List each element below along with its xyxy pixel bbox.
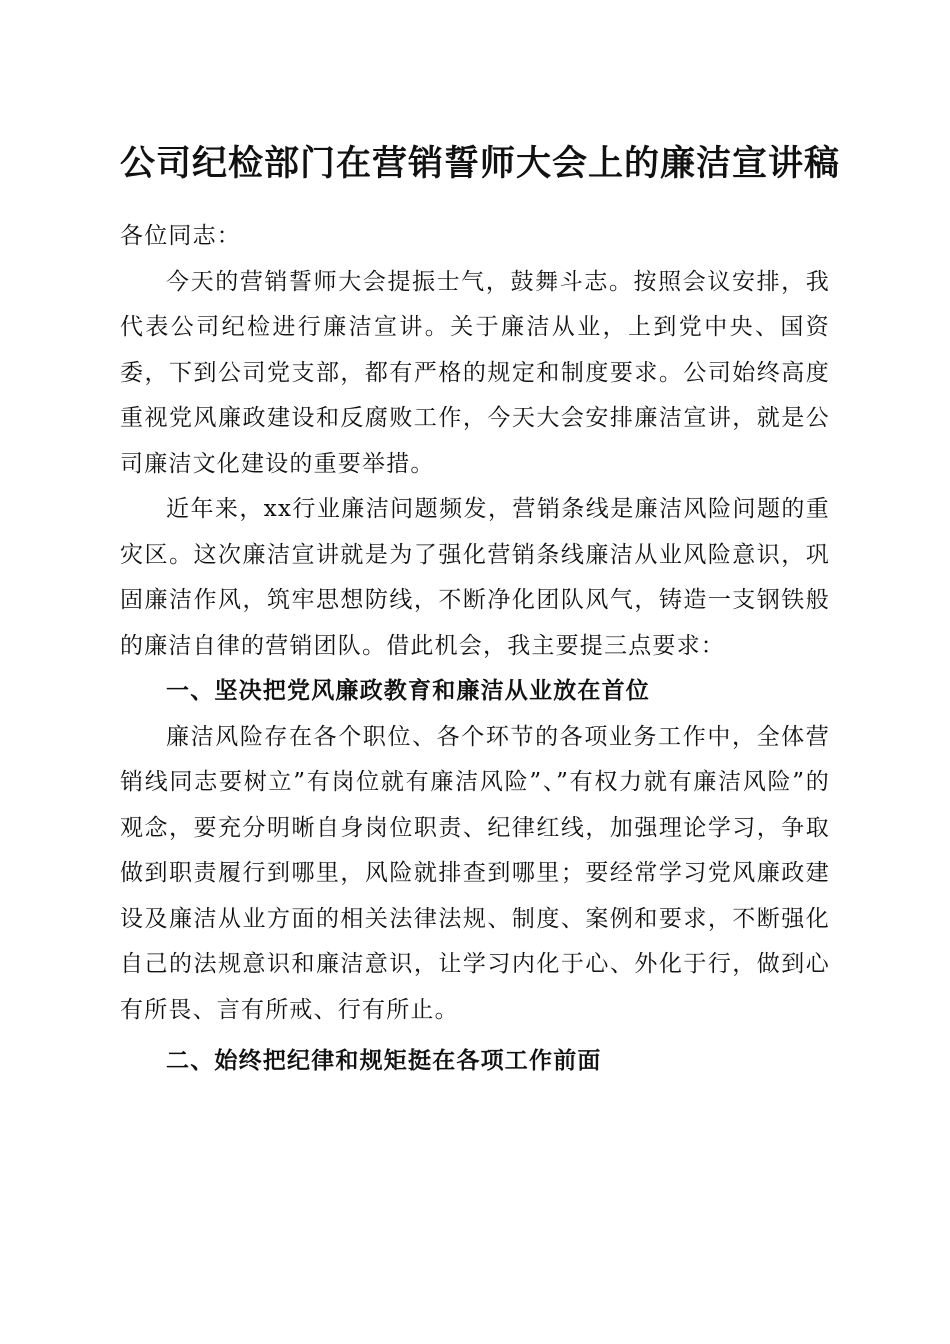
document-body (120, 214, 830, 1085)
section-text-1: 廉洁风险存在各个职位、各个环节的各项业务工作中，全体营销线同志要树立”有岗位就有廉洁风险”、”有权力就有廉洁风险”的观念，要充分明晰自身岗位职责、纪律红线，加强理论学习，争取做到职责履行到哪里，风险就排查到哪里；要经常学习党风廉政建设及廉洁从业方面的相关法律法规、制度、案例和要求，不断强化自己的法规意识和廉洁意识，让学习内化于心、外化于行，做到心有所畏、言有所戒、行有所止。 (120, 723, 830, 1023)
section-heading-1: 一、坚决把党风廉政教育和廉洁从业放在首位 (166, 678, 650, 704)
paragraph-opening: 今天的营销誓师大会提振士气，鼓舞斗志。按照会议安排，我代表公司纪检进行廉洁宣讲。关于廉洁从业，上到党中央、国资委，下到公司党支部，都有严格的规定和制度要求。公司始终高度重视党风廉政建设和反腐败工作，今天大会安排廉洁宣讲，就是公司廉洁文化建设的重要举措。 (120, 268, 830, 477)
section-heading-2: 二、始终把纪律和规矩挺在各项工作前面 (166, 1048, 602, 1074)
paragraph-background: 近年来，xx行业廉洁问题频发，营销条线是廉洁风险问题的重灾区。这次廉洁宣讲就是为了强化营销条线廉洁从业风险意识，巩固廉洁作风，筑牢思想防线，不断净化团队风气，铸造一支钢铁般的廉洁自律的营销团队。借此机会，我主要提三点要求： (120, 496, 830, 659)
salutation: 各位同志： (120, 223, 241, 249)
document-title: 公司纪检部门在营销誓师大会上的廉洁宣讲稿 (120, 143, 841, 184)
